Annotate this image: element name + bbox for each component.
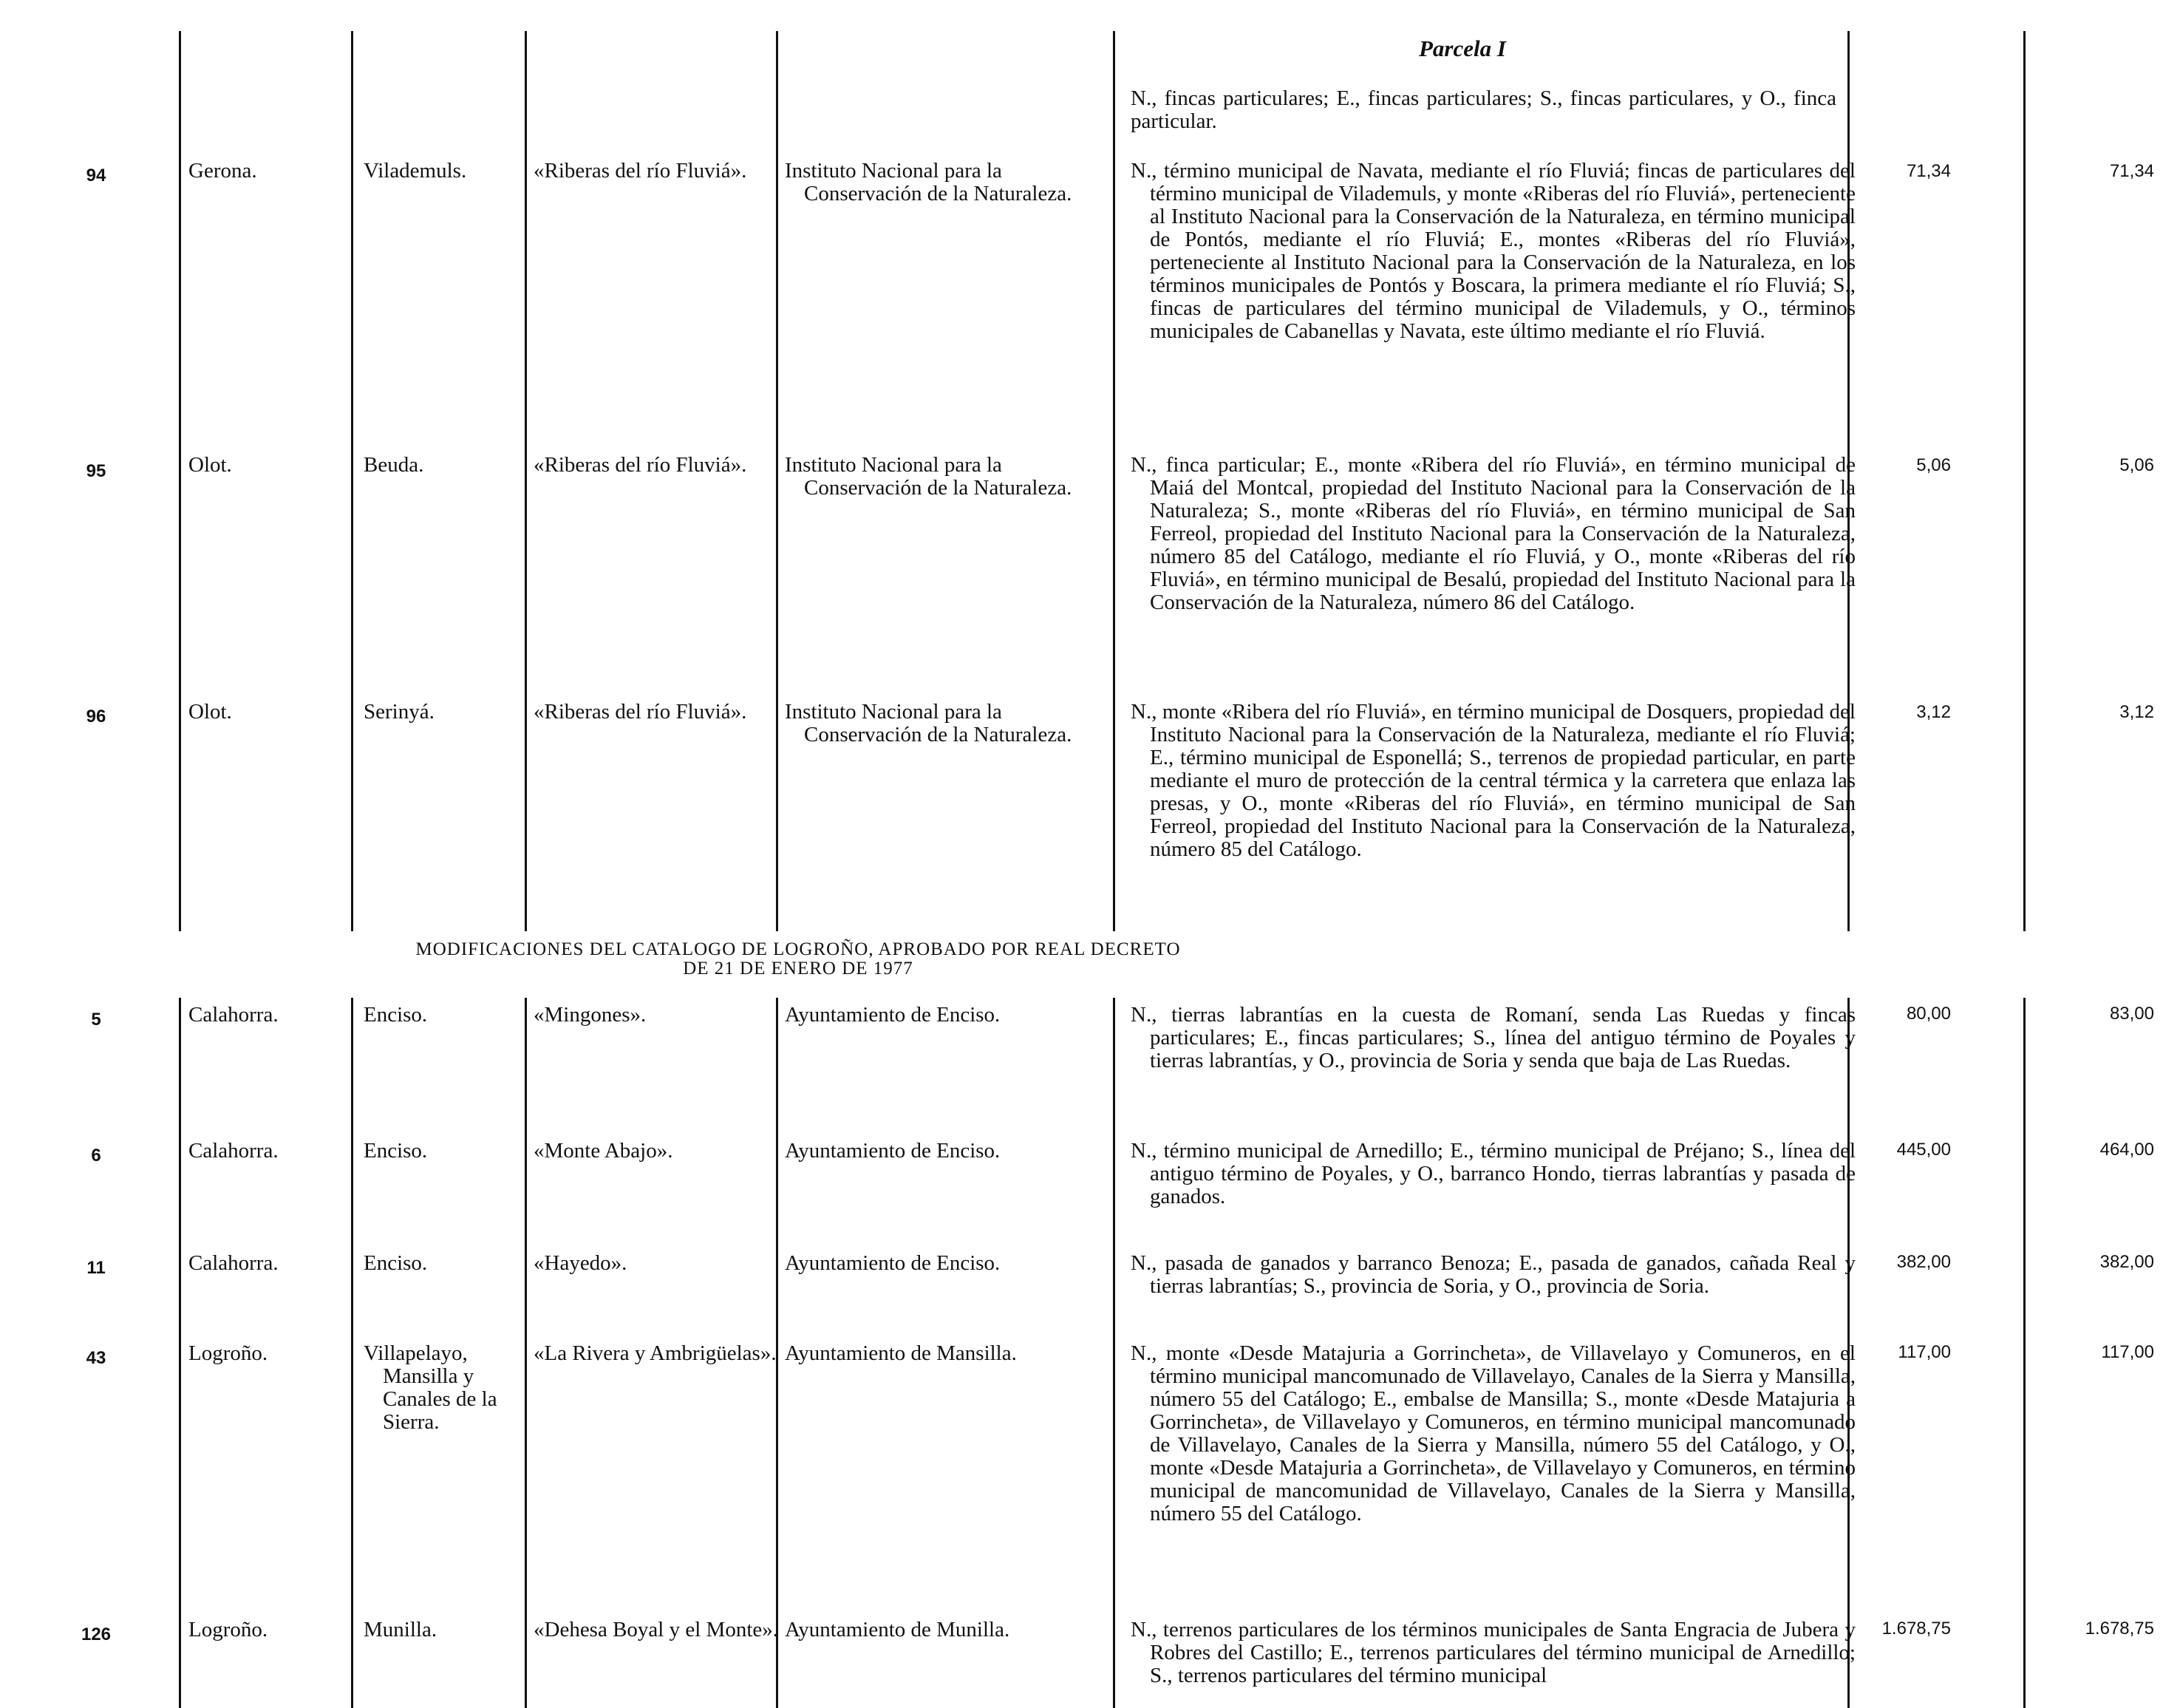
area-cell: 1.678,75 [1881,1619,1951,1639]
area-cell: 382,00 [2099,1252,2154,1272]
monte-cell: «Mingones». [534,1003,647,1027]
row-number: 94 [86,166,106,186]
pertenencia-cell: Instituto Nacional para la Conservación de la Naturaleza. [785,159,1072,205]
row-number: 95 [86,461,106,481]
parcela-title: Parcela I [1419,35,1506,61]
area-cell: 5,06 [2119,455,2154,475]
area-cell: 71,34 [2109,161,2154,181]
area-cell: 3,12 [2119,702,2154,722]
partido-cell: Gerona. [188,159,257,183]
pertenencia-cell: Instituto Nacional para la Conservación de la Naturaleza. [785,700,1072,746]
area-cell: 71,34 [1906,161,1951,181]
municipio-cell: Vilademuls. [364,159,467,183]
partido-cell: Olot. [188,700,232,724]
pertenencia-cell: Ayuntamiento de Munilla. [785,1618,1010,1641]
column-rule [351,31,353,931]
limites-cell: N., término municipal de Navata, mediante el río Fluviá; fincas de particulares del término municipal de Vilademuls, y monte «Riberas del río Fluviá», perteneciente al Instituto Nacional para la Conservación de la Naturaleza, en término municipal de Pontós, mediante el río Fluviá; E., montes «Riberas del río Fluviá», perteneciente al Instituto Nacional para la Conservación de la Naturaleza, en los términos municipales de Pontós y Boscara, la primera mediante el río Fluviá; S., fincas de particulares del término municipal de Vilademuls, y O., términos municipales de Cabanellas y Navata, este último mediante el río Fluviá. [1131,159,1856,343]
limites-cell: N., terrenos particulares de los términos municipales de Santa Engracia de Jubera y Robres del Castillo; E., terrenos particulares del término municipal de Arnedillo; S., terrenos particulares del término municipal [1131,1618,1856,1687]
limites-cell: N., monte «Ribera del río Fluviá», en término municipal de Dosquers, propiedad del Instituto Nacional para la Conservación de la Naturaleza, mediante el río Fluviá; E., término municipal de Esponellá; S., terrenos de propiedad particular, en parte mediante el muro de protección de la central térmica y la carretera que enlaza las presas, y O., monte «Riberas del río Fluviá», en término municipal de San Ferreol, propiedad del Instituto Nacional para la Conservación de la Naturaleza, número 85 del Catálogo. [1131,700,1856,861]
monte-cell: «Monte Abajo». [534,1139,673,1163]
area-cell: 83,00 [2109,1004,2154,1024]
municipio-cell: Beuda. [364,453,424,477]
row-number: 96 [86,707,106,727]
monte-cell: «Dehesa Boyal y el Monte». [534,1618,779,1641]
row-number: 43 [86,1348,106,1368]
row-number: 6 [91,1146,101,1166]
partido-cell: Calahorra. [188,1139,279,1163]
section-heading [0,940,1596,979]
area-cell: 3,12 [1916,702,1951,722]
area-cell: 5,06 [1916,455,1951,475]
municipio-cell: Enciso. [364,1251,428,1275]
limites-cell: N., término municipal de Arnedillo; E., término municipal de Préjano; S., línea del antiguo término de Poyales, y O., barranco Hondo, tierras labrantías y pasada de ganados. [1131,1139,1856,1208]
area-cell: 382,00 [1896,1252,1951,1272]
column-rule [525,31,527,931]
monte-cell: «Riberas del río Fluviá». [534,700,747,724]
limites-cell: N., tierras labrantías en la cuesta de Romaní, senda Las Ruedas y fincas particulares; E., fincas particulares; S., línea del antiguo término de Poyales y tierras labrantías, y O., provincia de Soria y senda que baja de Las Ruedas. [1131,1003,1856,1072]
limites-cell: N., monte «Desde Matajuria a Gorrincheta», de Villavelayo y Comuneros, en el término municipal mancomunado de Villavelayo, Canales de la Sierra y Mansilla, número 55 del Catálogo; E., embalse de Mansilla; S., monte «Desde Matajuria a Gorrincheta», de Villavelayo y Comuneros, en término municipal mancomunado de Villavelayo, Canales de la Sierra y Mansilla, número 55 del Catálogo, y O., monte «Desde Matajuria a Gorrincheta», de Villavelayo y Comuneros, en término municipal de mancomunidad de Villavelayo, Canales de la Sierra y Mansilla, número 55 del Catálogo. [1131,1341,1856,1525]
pertenencia-cell: Ayuntamiento de Enciso. [785,1003,1001,1027]
column-rule [351,998,353,1708]
pertenencia-cell: Ayuntamiento de Enciso. [785,1251,1001,1275]
partido-cell: Logroño. [188,1618,268,1641]
column-rule [179,31,181,931]
column-rule [2023,998,2026,1708]
partido-cell: Logroño. [188,1341,268,1365]
pertenencia-cell: Ayuntamiento de Mansilla. [785,1341,1017,1365]
section-heading-line1: MODIFICACIONES DEL CATALOGO DE LOGROÑO, APROBADO POR REAL DECRETO [415,939,1181,959]
municipio-cell: Serinyá. [364,700,435,724]
area-cell: 464,00 [2099,1140,2154,1160]
partido-cell: Calahorra. [188,1003,279,1027]
row-number: 5 [91,1010,101,1030]
section-heading-line2: DE 21 DE ENERO DE 1977 [683,959,913,979]
limites-cell: N., pasada de ganados y barranco Benoza; E., pasada de ganados, cañada Real y tierras labrantías; S., provincia de Soria, y O., provincia de Soria. [1131,1251,1856,1298]
partido-cell: Calahorra. [188,1251,279,1275]
area-cell: 1.678,75 [2085,1619,2154,1639]
row-number: 126 [81,1624,112,1644]
area-cell: 445,00 [1896,1140,1951,1160]
row-number: 11 [86,1258,106,1278]
monte-cell: «La Rivera y Ambrigüelas». [534,1341,777,1365]
municipio-cell: Enciso. [364,1139,428,1163]
parcela-note: N., fincas particulares; E., fincas particulares; S., fincas particulares, y O., finca particular. [1131,86,1836,133]
municipio-cell: Enciso. [364,1003,428,1027]
area-cell: 117,00 [1898,1342,1951,1362]
area-cell: 80,00 [1906,1004,1951,1024]
monte-cell: «Riberas del río Fluviá». [534,453,747,477]
municipio-cell: Villapelayo, Mansilla y Canales de la Sierra. [364,1341,497,1434]
partido-cell: Olot. [188,453,232,477]
municipio-cell: Munilla. [364,1618,437,1641]
area-cell: 117,00 [2101,1342,2154,1362]
monte-cell: «Riberas del río Fluviá». [534,159,747,183]
limites-cell: N., finca particular; E., monte «Ribera del río Fluviá», en término municipal de Maiá del Montcal, propiedad del Instituto Nacional para la Conservación de la Naturaleza; S., monte «Riberas del río Fluviá», en término municipal de San Ferreol, propiedad del Instituto Nacional para la Conservación de la Naturaleza, número 85 del Catálogo, mediante el río Fluviá, y O., monte «Riberas del río Fluviá», en término municipal de Besalú, propiedad del Instituto Nacional para la Conservación de la Naturaleza, número 86 del Catálogo. [1131,453,1856,614]
column-rule [179,998,181,1708]
monte-cell: «Hayedo». [534,1251,627,1275]
pertenencia-cell: Instituto Nacional para la Conservación de la Naturaleza. [785,453,1072,500]
column-rule [2023,31,2026,931]
pertenencia-cell: Ayuntamiento de Enciso. [785,1139,1001,1163]
